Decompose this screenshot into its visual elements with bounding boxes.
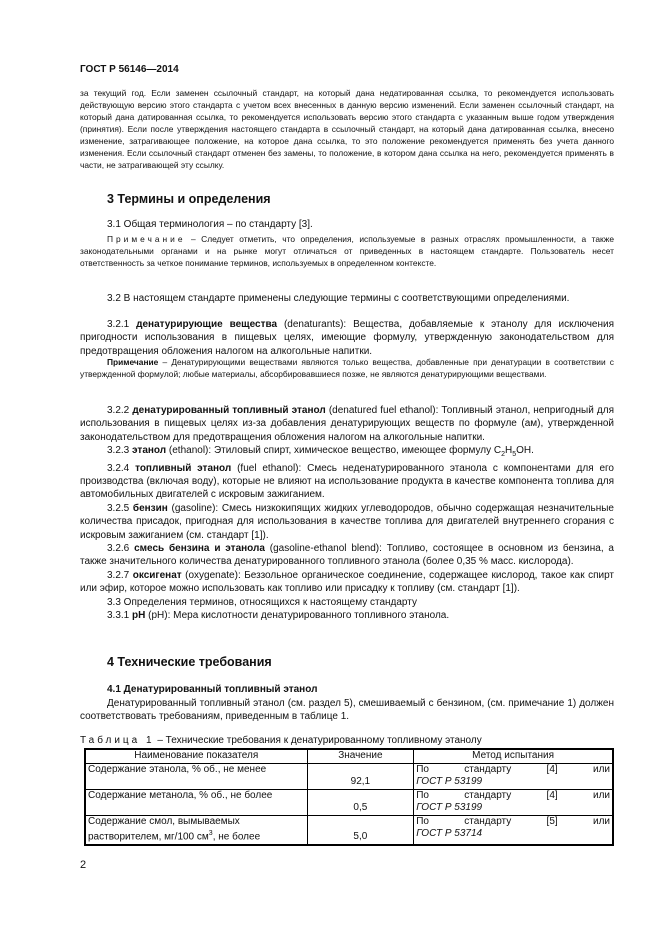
term-name: топливный этанол: [135, 462, 232, 474]
method-text: или: [592, 789, 610, 801]
para-3-3: 3.3 Определения терминов, относящихся к настоящему стандарту: [107, 596, 417, 608]
formula: [493, 445, 534, 459]
term-number: 3.2.1: [107, 319, 137, 330]
term-number: 3.2.4: [107, 462, 136, 474]
term-number: 3.2.3: [107, 445, 133, 457]
method-text: стандарту: [464, 815, 512, 827]
term-definition: (oxygenate): Беззольное органическое соединение, содержащее кислород, такое как спирт или эфир, которое можно использовать как топливо или присадку к топливу (см. стандарт [1]).: [80, 569, 614, 595]
section-4-heading: 4 Технические требования: [107, 655, 272, 669]
formula-part: OH.: [516, 445, 534, 457]
method-text: стандарту: [464, 763, 512, 775]
term-number: 3.2.7: [107, 569, 133, 581]
cell-text: Содержание этанола, % об., не менее: [88, 763, 267, 775]
term-definition: (gasoline): Смесь низкокипящих жидких углеводородов, обычно содержащая незначительные количества присадок, пригодная для использования в качестве топлива для двигателей внутреннего сгорания с искровым зажиганием (см. стандарт [1]).: [80, 502, 614, 541]
cell-sup: 3: [208, 830, 213, 837]
term-number: 3.2.5: [107, 502, 133, 514]
cell-method: [414, 815, 613, 845]
term-name: бензин: [132, 502, 168, 514]
note-text: – Следует отметить, что определения, используемые в разных отраслях промышленности, а также законодательными органами и на рынке могут отличаться от приведенных в настоящем стандарте. Пользователь несет ответственность за четкое понимание терминов, используемых в определенном контексте.: [80, 234, 614, 268]
terms-list: [80, 404, 614, 623]
term-definition: (gasoline-ethanol blend): Топливо, состоящее в основном из бензина, а также значительного количества денатурированного топливного этанола (более 0,35 % масс. кислорода).: [80, 543, 614, 568]
term-definition: (denatured fuel ethanol): Топливный этанол, непригодный для использования в пищевых целях из-за добавления денатурирующих веществ по формуле (ам), утвержденной законодательством для предотвращения обложения налогом на алкогольные напитки.: [80, 405, 614, 443]
cell-value: 0,5: [307, 789, 414, 815]
note-2: [80, 356, 614, 380]
header-name: Наименование показателя: [85, 749, 307, 763]
cell-value: 5,0: [307, 815, 414, 845]
term-name: смесь бензина и этанола: [134, 543, 265, 555]
para-3-2: 3.2 В настоящем стандарте применены следующие термины с соответствующими определениями.: [107, 293, 570, 304]
term-number: 3.2.2: [107, 405, 133, 416]
intro-paragraph: за текущий год. Если заменен ссылочный стандарт, на который дана недатированная ссылка, то рекомендуется использовать действующую версию этого стандарта с учетом всех внесенных в данную версию изменений. Если заменен ссылочный стандарт, на который дана датированная ссылка, то рекомендуется использовать версию этого стандарта с указанным выше годом утверждения (принятия). Если после утверждения настоящего стандарта в ссылочный стандарт, на который дана датированная ссылка, внесено изменение, затрагивающее положение, на которое дана ссылка, то это положение рекомендуется применять без учета данного изменения. Если ссылочный стандарт отменен без замены, то положение, в котором дана ссылка на него, рекомендуется применять в части, не затрагивающей эту ссылку.: [80, 88, 614, 170]
term-3-2-2: [80, 404, 614, 444]
term-3-3-1: [80, 609, 614, 622]
document-header: ГОСТ Р 56146—2014: [80, 64, 179, 75]
cell-text: Содержание смол, вымываемых растворителем, мг/100 см: [88, 815, 240, 843]
table-row: [85, 815, 613, 845]
method-text: По: [416, 763, 429, 775]
method-gost: ГОСТ Р 53714: [416, 828, 483, 839]
cell-method: [414, 789, 613, 815]
cell-value: 92,1: [307, 763, 414, 789]
caption-label: Таблица 1: [80, 735, 155, 746]
term-name: pH: [132, 610, 146, 622]
cell-text: Содержание метанола, % об., не более: [88, 789, 273, 801]
term-definition: (denaturants): Вещества, добавляемые к этанолу для исключения пригодности использования в пищевых целях, имеющие формулу, утвержденную законодательством для предотвращения обложения налогом на алкогольные напитки.: [80, 319, 615, 357]
term-name: оксигенат: [132, 569, 182, 581]
term-3-2-6: [80, 542, 614, 569]
term-3-2-5: [80, 502, 614, 542]
para-3-1: 3.1 Общая терминология – по стандарту [3].: [107, 219, 313, 230]
caption-text: – Технические требования к денатурированному топливному этанолу: [154, 735, 482, 746]
cell-name: [85, 815, 307, 845]
term-name: денатурирующие вещества: [136, 319, 278, 330]
subsection-4-1-heading: 4.1 Денатурированный топливный этанол: [107, 684, 318, 695]
cell-name: [85, 763, 307, 789]
table-row: [85, 789, 613, 815]
term-3-2-3: [80, 444, 614, 461]
method-ref: [4]: [546, 763, 558, 775]
term-3-2-7: [80, 569, 614, 596]
method-text: По: [416, 789, 429, 801]
section-3-heading: 3 Термины и определения: [107, 192, 271, 206]
header-method: Метод испытания: [414, 749, 613, 763]
formula-part: H: [505, 445, 513, 457]
table-row: [85, 763, 613, 789]
requirements-table: [84, 748, 614, 846]
note-1: [80, 233, 614, 269]
para-4-1: Денатурированный топливный этанол (см. раздел 5), смешиваемый с бензином, (см. примечание 1) должен соответствовать требованиям, приведенным в таблице 1.: [80, 698, 614, 723]
table-caption: [80, 735, 482, 746]
note-label: Примечание: [107, 234, 186, 244]
term-definition: (pH): Мера кислотности денатурированного топливного этанола.: [145, 610, 450, 622]
term-number: 3.2.6: [107, 543, 135, 555]
formula-sub: 2: [501, 451, 505, 459]
note-text: – Денатурирующими веществами являются только вещества, добавленные при денатурации в соответствии с утвержденной формулой; любые материалы, абсорбировавшиеся позже, не являются денатурирующими веществами.: [80, 357, 614, 379]
term-3-2-1: [80, 318, 614, 358]
cell-method: [414, 763, 613, 789]
table-header-row: [85, 749, 613, 763]
page-number: 2: [80, 859, 87, 871]
method-text: По: [416, 815, 429, 827]
term-definition: (ethanol): Этиловый спирт, химическое вещество, имеющее формулу: [166, 445, 494, 457]
method-ref: [5]: [546, 815, 558, 827]
cell-text: , не более: [212, 831, 261, 843]
formula-sub: 5: [512, 451, 517, 459]
method-text: стандарту: [464, 789, 512, 801]
header-value: Значение: [307, 749, 414, 763]
method-text: или: [592, 815, 610, 827]
method-text: или: [592, 763, 610, 775]
term-definition: (fuel ethanol): Смесь неденатурированного этанола с компонентами для его производства (включая воду), которые не влияют на использование продукта в качестве компонента топлива для автомобильных двигателей с искровым зажиганием.: [80, 462, 614, 501]
formula-part: C: [493, 445, 502, 457]
term-number: 3.3.1: [107, 610, 133, 622]
term-name: денатурированный топливный этанол: [132, 405, 326, 416]
cell-name: [85, 789, 307, 815]
method-gost: ГОСТ Р 53199: [416, 802, 483, 813]
note-label: Примечание: [107, 357, 159, 367]
method-ref: [4]: [546, 789, 558, 801]
term-3-2-4: [80, 462, 614, 502]
term-name: этанол: [132, 445, 167, 457]
method-gost: ГОСТ Р 53199: [416, 776, 483, 787]
